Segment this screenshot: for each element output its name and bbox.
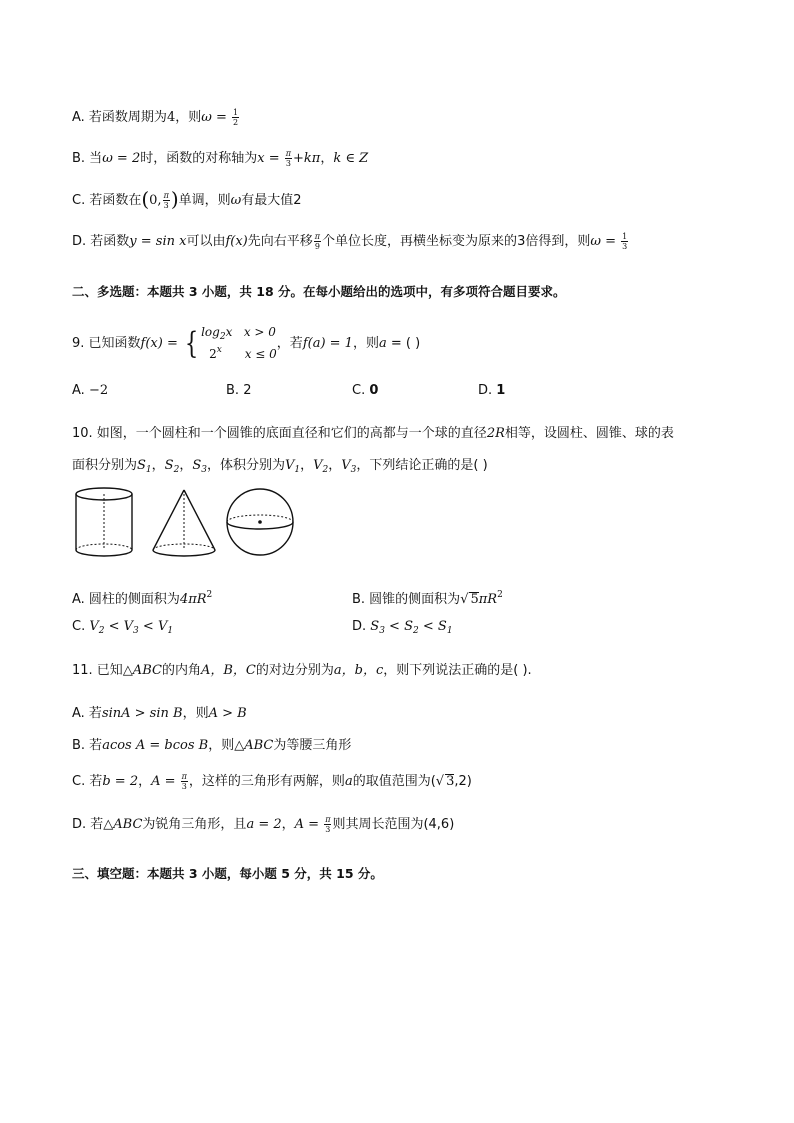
q10-c-v1-sub: 1 [167, 626, 174, 636]
q10-b-sup: 2 [497, 590, 503, 600]
q8-d-frac [621, 232, 628, 251]
q11-option-b [72, 736, 351, 756]
frac-den: 3 [325, 825, 331, 834]
q11-stem-mid1: 的内角 [161, 663, 201, 678]
q8-d-mid3: 个单位长度，再横坐标变为原来的 [322, 234, 518, 249]
q8-c-frac [163, 191, 170, 210]
q8-d-omega: ω [590, 234, 601, 249]
cylinder-shape [76, 488, 132, 556]
q10-s1: S [137, 458, 146, 473]
q8-a-label: A. 若函数周期为 [72, 110, 167, 125]
q10-d-s2: S [404, 619, 413, 634]
q8-c-label: C. 若函数在 [72, 193, 142, 208]
q8-d-mid4: 倍得到，则 [525, 234, 591, 249]
q10-b-value: πR [478, 592, 498, 607]
frac-num: 1 [622, 232, 628, 241]
q11-sides: a，b，c [333, 663, 384, 678]
q10-d-label: D. [352, 619, 371, 634]
q8-d-fn: y = sin x [129, 234, 187, 249]
frac-den: 3 [163, 201, 169, 210]
q8-b-label: B. 当 [72, 151, 103, 166]
frac-den: 2 [233, 118, 239, 127]
q8-b-kpi: kπ [303, 151, 321, 166]
q8-b-set: k ∈ Z [333, 151, 369, 166]
q9-option-b [226, 381, 251, 401]
q10-a-label: A. 圆柱的侧面积为 [72, 592, 180, 607]
q11-c-a: a [344, 774, 353, 789]
q11-c-A: A = [151, 774, 180, 789]
q9-case2-exp: x [216, 345, 222, 355]
q10-d-lt1: < [384, 619, 405, 634]
q9-a-label: A. [72, 383, 89, 398]
q11-c-end: ,2) [454, 774, 472, 789]
q9-case2-base: 2 [209, 347, 217, 361]
q8-d-mid1: 可以由 [186, 234, 226, 249]
q10-c-v3-sub: 3 [133, 626, 139, 636]
q10-line2-pre: 面积分别为 [72, 458, 138, 473]
q9-stem [72, 326, 420, 361]
q9-case-2 [201, 344, 277, 361]
q11-d-label: D. 若 [72, 817, 104, 832]
q8-option-a [72, 108, 240, 128]
q10-c-v1: V [157, 619, 168, 634]
q10-s2: S [164, 458, 174, 473]
q9-option-c [352, 381, 378, 401]
q11-angles: A，B，C [200, 663, 256, 678]
q10-c-lt2: < [138, 619, 158, 634]
q10-comma-4: ， [328, 458, 342, 473]
q9-c-label: C. [352, 383, 370, 398]
q8-c-end: 有最大值 [241, 193, 294, 208]
q10-comma-3: ， [300, 458, 314, 473]
q10-v2: V [313, 458, 323, 473]
q9-fx: f(x) = [140, 336, 182, 351]
q10-v1: V [284, 458, 295, 473]
q11-option-d [72, 815, 454, 835]
q11-d-mid: 为锐角三角形，且 [142, 817, 247, 832]
q8-d-frac-shift [314, 232, 321, 251]
q8-c-rparen: ) [170, 187, 179, 211]
q8-c-lparen: ( [141, 187, 150, 211]
q11-d-sep: ， [281, 817, 295, 832]
q11-b-res: 为等腰三角形 [273, 738, 352, 753]
q8-b-mid: 时，函数的对称轴为 [140, 151, 258, 166]
q9-stem-mid: ，若 [276, 336, 303, 351]
q10-s1-sub: 1 [145, 465, 152, 475]
q11-b-cond: acos A = bcos B [102, 738, 209, 753]
q9-fa: f(a) = 1 [302, 336, 353, 351]
q9-stem-tail: = ( ) [386, 336, 421, 351]
q9-piecewise [201, 326, 277, 361]
q9-b-value: 2 [243, 383, 252, 398]
cone-shape [153, 490, 215, 556]
q10-v1-sub: 1 [294, 465, 301, 475]
q11-c-mid: ，这样的三角形有两解，则 [188, 774, 345, 789]
q11-stem-mid2: 的对边分别为 [255, 663, 334, 678]
q11-stem [72, 661, 532, 681]
q11-triangle: △ABC [122, 663, 162, 678]
q8-b-frac [285, 149, 292, 168]
q8-b-cond: ω = 2 [102, 151, 141, 166]
q8-b-eq: = [264, 151, 284, 166]
q8-b-sep: ， [320, 151, 334, 166]
q10-s3: S [192, 458, 202, 473]
q11-b-label: B. 若 [72, 738, 103, 753]
q10-option-d [352, 617, 453, 641]
q10-d-s3: S [370, 619, 380, 634]
q11-d-tri: △ABC [103, 817, 143, 832]
q9-a-var: a [378, 336, 387, 351]
q8-a-omega: ω [201, 110, 212, 125]
q10-d-s1: S [437, 619, 447, 634]
q10-d-s2-sub: 2 [413, 626, 419, 636]
q10-c-lt1: < [104, 619, 124, 634]
q8-c-omega: ω [230, 193, 242, 208]
q11-d-A: A = [294, 817, 324, 832]
q9-case1-var: x [225, 325, 233, 339]
q11-option-a [72, 704, 247, 724]
q10-line1-pre: 10. 如图，一个圆柱和一个圆锥的底面直径和它们的高都与一个球的直径 [72, 426, 487, 441]
q11-c-sqrt-sign: √ [435, 774, 445, 789]
q9-brace: { [184, 325, 199, 361]
q9-case2-cond: x ≤ 0 [244, 347, 277, 361]
q9-a-value: −2 [88, 383, 109, 398]
q10-s3-sub: 3 [201, 465, 207, 475]
q11-d-res: 则其周长范围为(4,6) [332, 817, 455, 832]
q11-stem-pre: 11. 已知 [72, 663, 123, 678]
q10-v3-sub: 3 [350, 465, 357, 475]
q8-c-zero: 0, [149, 193, 162, 208]
q10-stem-line-1 [72, 424, 674, 444]
q9-d-label: D. [478, 383, 497, 398]
frac-num: π [325, 815, 331, 824]
frac-num: 1 [233, 108, 239, 117]
q10-2r: 2R [486, 426, 505, 441]
frac-den: 3 [622, 242, 628, 251]
q11-option-c [72, 772, 472, 792]
q9-option-d [478, 381, 505, 401]
q9-case1-sub: 2 [219, 332, 226, 342]
q10-option-a [72, 585, 212, 610]
q8-a-frac [232, 108, 239, 127]
frac-num: π [285, 149, 292, 158]
q10-c-v2: V [89, 619, 99, 634]
q11-d-a: a = 2 [246, 817, 282, 832]
q11-c-b: b = 2 [102, 774, 139, 789]
q8-d-label: D. 若函数 [72, 234, 130, 249]
q9-option-a [72, 381, 108, 401]
q9-stem-end: ，则 [352, 336, 379, 351]
frac-num: π [163, 191, 169, 200]
q8-d-f: f(x) [225, 234, 248, 249]
q10-d-s3-sub: 3 [379, 626, 385, 636]
q10-a-sup: 2 [206, 590, 213, 600]
q11-c-res: 的取值范围为( [352, 774, 436, 789]
q10-c-v3: V [123, 619, 134, 634]
q8-b-x: x [257, 151, 265, 166]
q10-line2-post: ，下列结论正确的是( ) [356, 458, 488, 473]
q8-d-mid2: 先向右平移 [247, 234, 313, 249]
q9-c-value: 0 [369, 383, 379, 398]
q11-a-label: A. 若 [72, 706, 102, 721]
q10-b-label: B. 圆锥的侧面积为 [352, 592, 461, 607]
q10-option-c [72, 617, 173, 641]
frac-den: 9 [314, 242, 320, 251]
section-2-heading: 二、多选题：本题共 3 小题，共 18 分。在每小题给出的选项中，有多项符合题目要求。 [72, 284, 566, 299]
q10-b-sqrt-sign: √ [460, 592, 469, 607]
q8-a-value: 4 [166, 110, 176, 125]
q10-c-label: C. [72, 619, 90, 634]
q9-d-value: 1 [496, 383, 506, 398]
q8-option-d [72, 232, 629, 252]
q10-d-lt2: < [418, 619, 438, 634]
q8-a-mid: ，则 [175, 110, 202, 125]
frac-den: 3 [181, 782, 187, 791]
q11-a-res: A > B [208, 706, 247, 721]
q11-b-tri: △ABC [234, 738, 274, 753]
q11-a-mid: ，则 [182, 706, 209, 721]
q10-d-s1-sub: 1 [446, 626, 453, 636]
q10-comma-1: ， [151, 458, 165, 473]
q8-d-eq: = [600, 234, 621, 249]
frac-den: 3 [285, 159, 291, 168]
q11-c-sep: ， [138, 774, 152, 789]
q11-c-root: 3 [446, 774, 455, 789]
q10-s2-sub: 2 [173, 465, 180, 475]
q10-comma-2: ， [179, 458, 193, 473]
q11-b-mid: ，则 [208, 738, 235, 753]
q8-b-plus: + [293, 151, 304, 166]
q11-stem-post: ，则下列说法正确的是( ). [383, 663, 532, 678]
q11-d-frac [324, 815, 331, 834]
q9-b-label: B. [226, 383, 244, 398]
q9-case1-cond: x > 0 [243, 325, 276, 339]
frac-num: π [181, 772, 187, 781]
q9-stem-pre: 9. 已知函数 [72, 336, 141, 351]
q8-c-value: 2 [293, 193, 302, 208]
q10-v2-sub: 2 [322, 465, 329, 475]
q10-figure [72, 486, 302, 562]
q10-option-b [352, 585, 503, 610]
frac-num: π [314, 232, 321, 241]
q11-c-label: C. 若 [72, 774, 103, 789]
q8-c-mid: 单调，则 [178, 193, 231, 208]
q10-line1-post: 相等，设圆柱、圆锥、球的表 [504, 426, 674, 441]
q8-a-eq: = [211, 110, 232, 125]
q10-stem-line-2 [72, 456, 488, 480]
sphere-shape [227, 489, 293, 555]
q9-case-1 [201, 326, 277, 344]
q10-v3: V [341, 458, 351, 473]
q10-c-v2-sub: 2 [98, 626, 105, 636]
q10-b-root: 5 [470, 592, 479, 607]
q10-line2-mid: ，体积分别为 [206, 458, 285, 473]
q9-case1-log: log [201, 325, 220, 339]
q11-a-cond: sinA > sin B [101, 706, 183, 721]
q10-a-value: 4πR [179, 592, 207, 607]
q8-option-b [72, 149, 368, 169]
q8-d-times: 3 [517, 234, 526, 249]
section-3-heading: 三、填空题：本题共 3 小题，每小题 5 分，共 15 分。 [72, 866, 383, 881]
q8-option-c [72, 189, 302, 211]
q11-c-frac [181, 772, 188, 791]
